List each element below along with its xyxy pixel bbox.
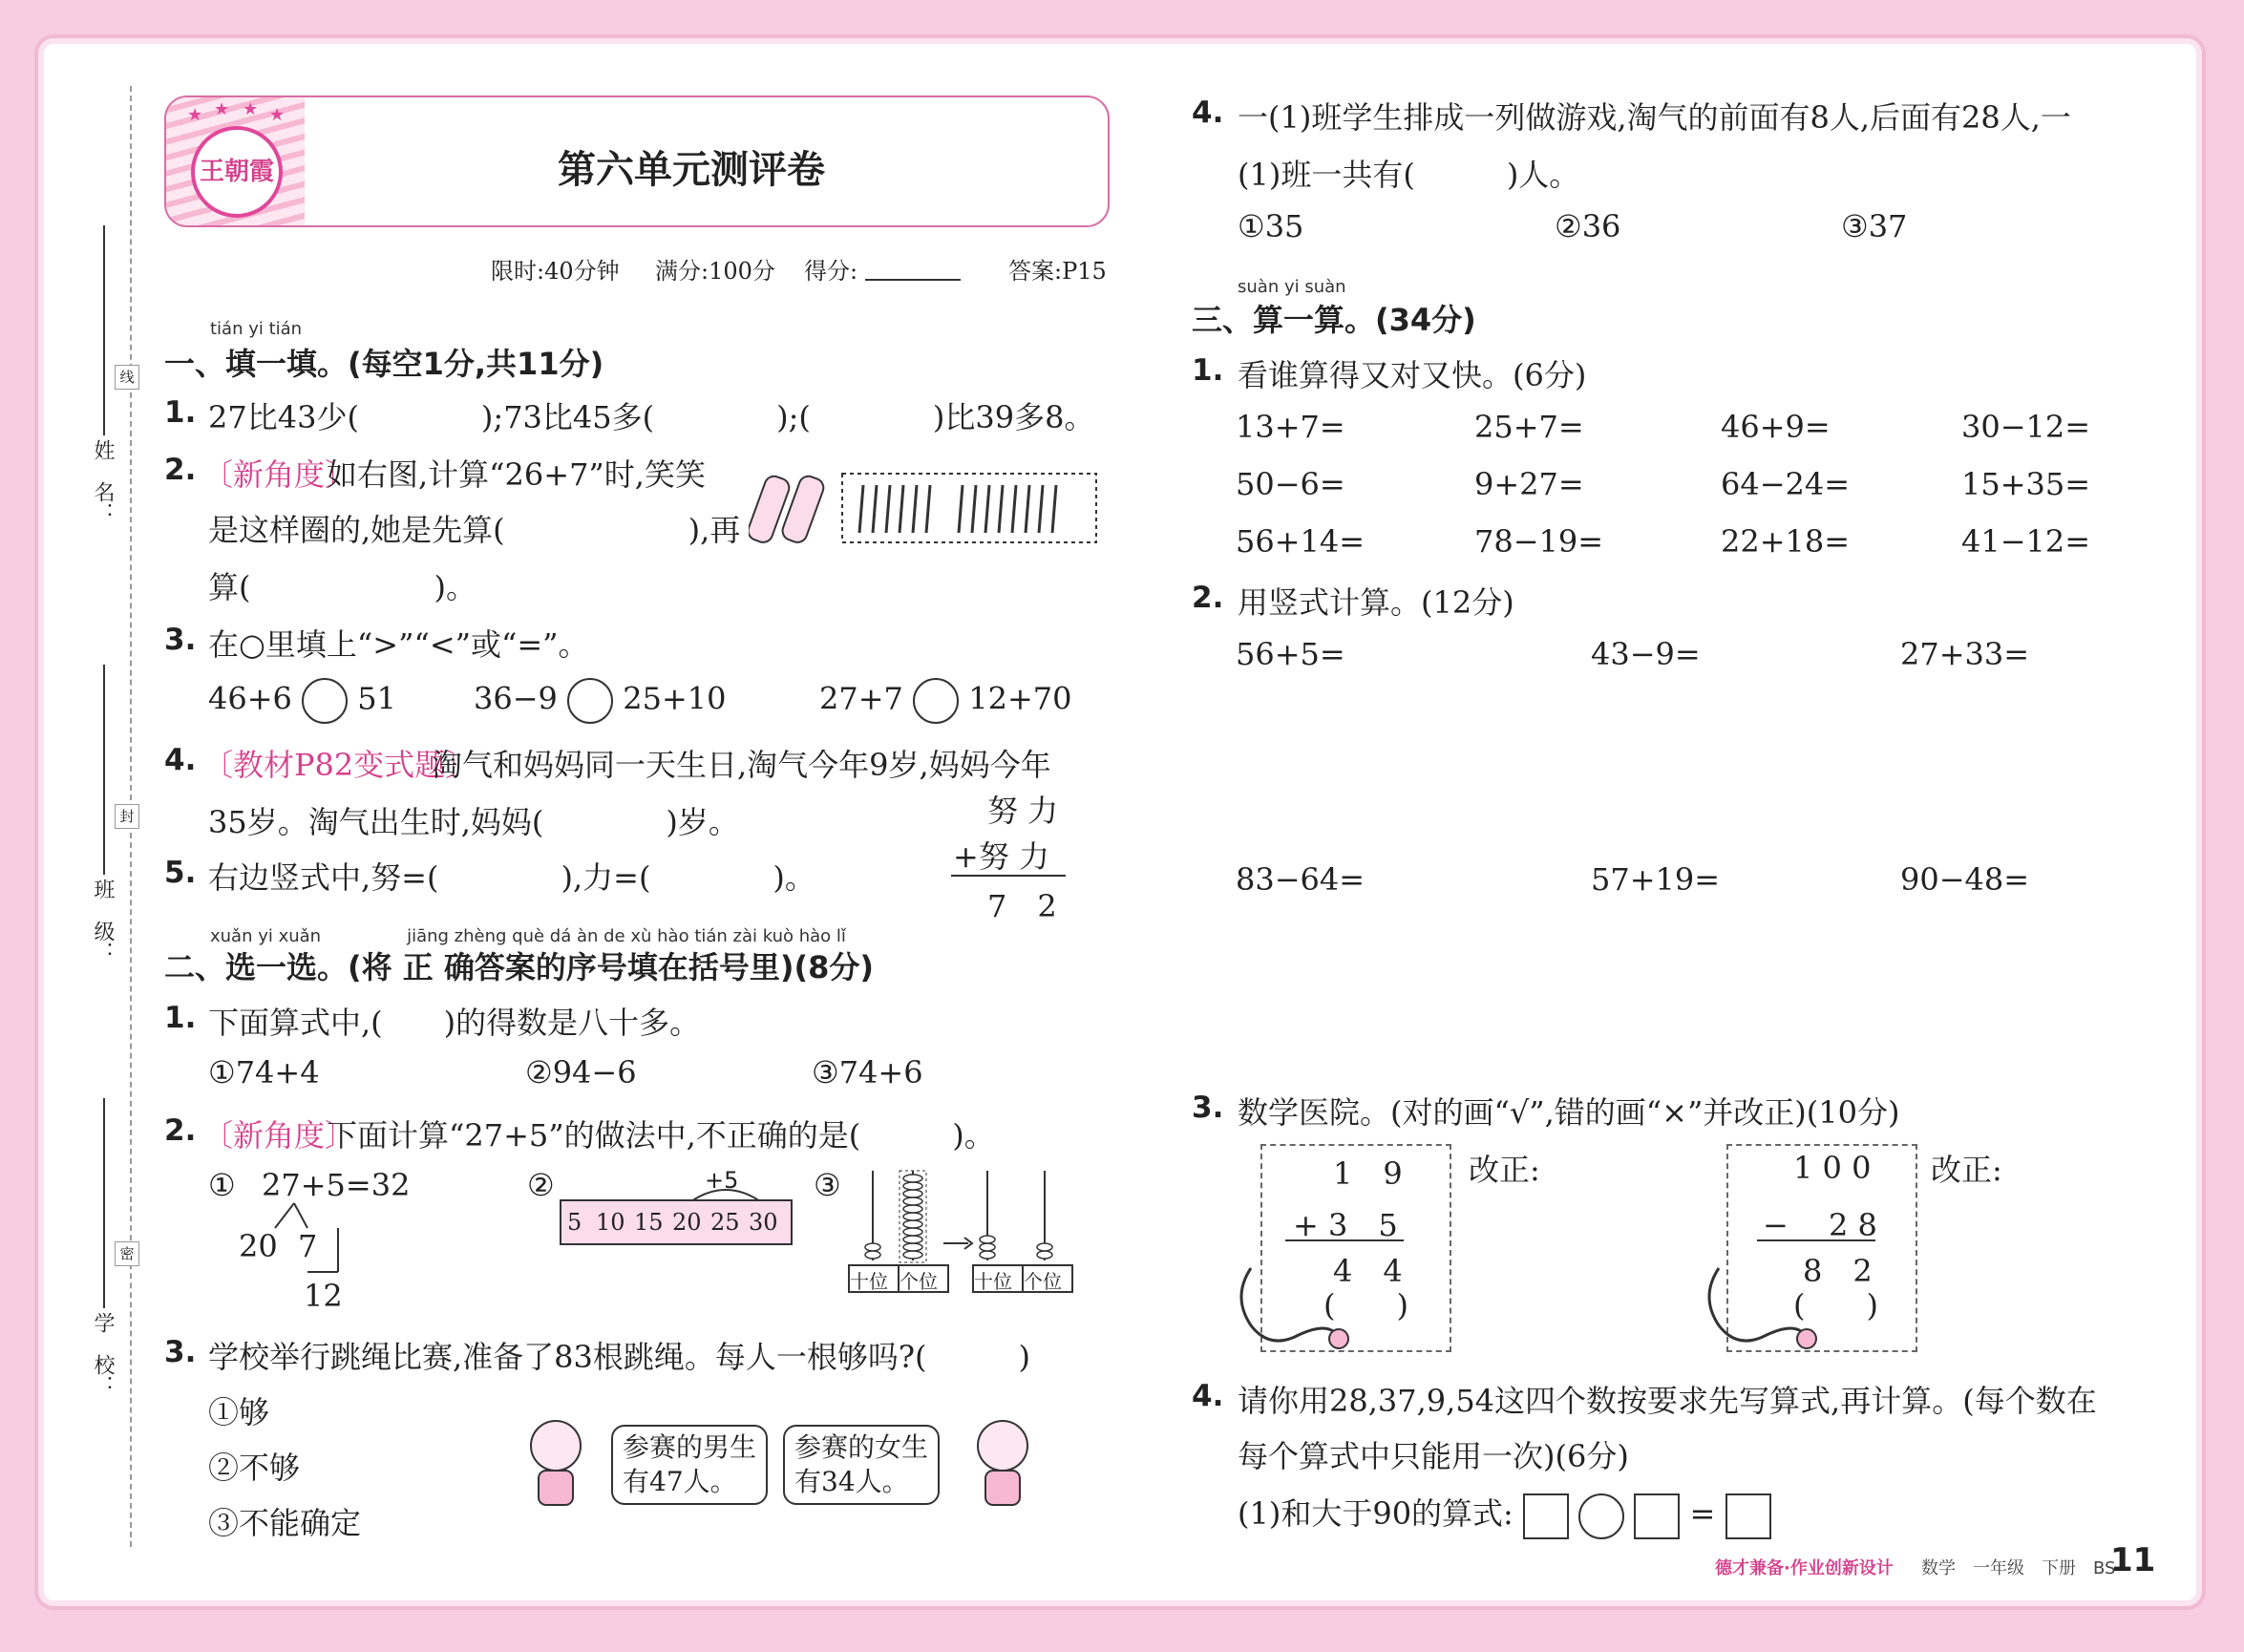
s1-q4-line1: 淘气和妈妈同一天生日,淘气今年9岁,妈妈今年 bbox=[432, 747, 1051, 783]
abacus-tens-label: 十位 bbox=[848, 1264, 900, 1293]
calc-item[interactable]: 41−12= bbox=[1961, 523, 2091, 560]
vertical-calc-item[interactable]: 56+5= bbox=[1236, 636, 1345, 672]
s1-q4-line2[interactable]: 35岁。淘气出生时,妈妈( )岁。 bbox=[208, 804, 739, 840]
calc-item[interactable]: 78−19= bbox=[1474, 523, 1604, 560]
opt2-marker: ② bbox=[527, 1167, 555, 1203]
s2-q1-opt2: ②94−6 bbox=[525, 1054, 637, 1091]
speech-bubble-boys: 参赛的男生 有47人。 bbox=[611, 1425, 768, 1505]
hospA-res: 4 4 bbox=[1333, 1253, 1403, 1289]
answer-box[interactable] bbox=[1725, 1493, 1771, 1539]
section2-pinyin: xuǎn yi xuǎn jiāng zhèng què dá àn de xù hào tián zài kuò hào lǐ bbox=[210, 926, 846, 946]
calc-item[interactable]: 64−24= bbox=[1721, 466, 1851, 502]
time-limit: 限时:40分钟 bbox=[491, 258, 620, 285]
star-icon: ★ bbox=[243, 99, 259, 119]
calc-item[interactable]: 25+7= bbox=[1474, 409, 1584, 445]
new-angle-tag: 〔新角度〕 bbox=[202, 1117, 356, 1154]
q-number: 4. bbox=[164, 743, 197, 777]
vertical-calc-item[interactable]: 43−9= bbox=[1591, 636, 1701, 672]
calc-item[interactable]: 22+18= bbox=[1721, 523, 1851, 560]
r-q4-line2[interactable]: (1)班一共有( )人。 bbox=[1238, 157, 1580, 193]
name-blank[interactable] bbox=[103, 225, 105, 435]
page-number: 11 bbox=[2110, 1541, 2156, 1579]
c1-text: 看谁算得又对又快。(6分) bbox=[1238, 357, 1587, 393]
vert-row1: 努 力 bbox=[987, 793, 1059, 829]
hospA-check[interactable]: ( ) bbox=[1323, 1287, 1408, 1324]
tick-label: 20 bbox=[672, 1209, 702, 1236]
vert-row3: 7 2 bbox=[987, 888, 1057, 924]
score-label: 得分: bbox=[804, 258, 858, 285]
girl-illustration bbox=[523, 1417, 590, 1513]
calc-item[interactable]: 13+7= bbox=[1236, 409, 1345, 445]
r-q4-opt1: ①35 bbox=[1238, 208, 1304, 244]
vertical-calc-item[interactable]: 27+33= bbox=[1900, 636, 2030, 672]
hospB-fix[interactable]: 改正: bbox=[1931, 1152, 2002, 1188]
hospB-top: 1 0 0 bbox=[1793, 1150, 1872, 1186]
opt1-result: 12 bbox=[304, 1278, 343, 1314]
vertical-calc-item[interactable]: 90−48= bbox=[1900, 861, 2030, 898]
q-number: 3. bbox=[1192, 1091, 1224, 1125]
s2-q3-text[interactable]: 学校举行跳绳比赛,准备了83根跳绳。每人一根够吗?( ) bbox=[208, 1339, 1031, 1375]
series-name: 德才兼备·作业创新设计 bbox=[1715, 1558, 1894, 1578]
tick-label: 5 bbox=[567, 1209, 582, 1236]
calc-item[interactable]: 56+14= bbox=[1236, 523, 1365, 560]
c4-line2: 每个算式中只能用一次)(6分) bbox=[1238, 1438, 1629, 1474]
q-number: 4. bbox=[1192, 95, 1224, 130]
abacus-ones-label: 个位 bbox=[898, 1264, 949, 1293]
s2-q2-text[interactable]: 下面计算“27+5”的做法中,不正确的是( )。 bbox=[327, 1117, 995, 1154]
opt1-split-left: 20 bbox=[239, 1228, 278, 1264]
speech-bubble-girls: 参赛的女生 有34人。 bbox=[783, 1425, 940, 1505]
name-label: 姓 名： bbox=[91, 439, 115, 523]
class-label: 班 级： bbox=[91, 879, 115, 963]
opt3-marker: ③ bbox=[814, 1167, 841, 1203]
section2-title: 二、选一选。(将 正 确答案的序号填在括号里)(8分) bbox=[164, 949, 875, 985]
compare-item-1: 46+6 51 bbox=[208, 678, 396, 724]
s1-q2-line2[interactable]: 是这样圈的,她是先算( ),再 bbox=[208, 512, 741, 548]
hospB-line bbox=[1757, 1239, 1875, 1241]
hospA-mid: + 3 5 bbox=[1293, 1207, 1398, 1243]
q-number: 2. bbox=[164, 453, 197, 487]
vert-row2: +努 力 bbox=[953, 838, 1049, 875]
q-number: 3. bbox=[164, 1335, 197, 1369]
logo-area bbox=[166, 97, 305, 225]
answer-ref: 答案:P15 bbox=[1008, 258, 1107, 285]
q-number: 3. bbox=[164, 623, 197, 657]
s2-q3-opt3: ③不能确定 bbox=[208, 1505, 362, 1541]
margin-tag-seal: 封 bbox=[115, 804, 139, 829]
tick-label: 25 bbox=[710, 1209, 740, 1236]
tick-label: 15 bbox=[634, 1209, 664, 1236]
subject-grade: 数学 一年级 下册 BS bbox=[1921, 1558, 2116, 1578]
school-blank[interactable] bbox=[103, 1098, 105, 1308]
counting-sticks-figure bbox=[749, 466, 1102, 552]
s2-q3-opt2: ②不够 bbox=[208, 1450, 301, 1486]
compare-circle-3[interactable] bbox=[913, 678, 959, 724]
opt1-split-right: 7 bbox=[298, 1228, 318, 1264]
class-blank[interactable] bbox=[103, 665, 105, 875]
new-angle-tag: 〔新角度〕 bbox=[202, 456, 356, 493]
s1-q2-line3[interactable]: 算( )。 bbox=[208, 569, 476, 605]
opt1-marker: ① bbox=[208, 1167, 236, 1203]
compare-item-3: 27+7 12+70 bbox=[819, 678, 1071, 724]
boy-illustration bbox=[970, 1417, 1037, 1513]
number-line-ruler bbox=[560, 1199, 793, 1245]
opt2-jump: +5 bbox=[705, 1167, 739, 1194]
q-number: 4. bbox=[1192, 1379, 1224, 1413]
abacus-ones-label: 个位 bbox=[1022, 1264, 1073, 1293]
s1-q3-text: 在○里填上“>”“<”或“=”。 bbox=[208, 626, 589, 663]
hospA-top: 1 9 bbox=[1333, 1155, 1403, 1192]
opt1-expr: 27+5=32 bbox=[262, 1167, 411, 1203]
section3-pinyin: suàn yi suàn bbox=[1238, 277, 1346, 297]
c4-sub-task: (1)和大于90的算式: = bbox=[1238, 1490, 1771, 1539]
margin-tag-line: 线 bbox=[115, 365, 139, 390]
q-number: 1. bbox=[164, 1001, 197, 1035]
stethoscope-icon bbox=[1232, 1259, 1356, 1354]
star-icon: ★ bbox=[187, 105, 203, 125]
title-banner bbox=[164, 95, 1110, 227]
c4-line1: 请你用28,37,9,54这四个数按要求先写算式,再计算。(每个数在 bbox=[1238, 1383, 2097, 1419]
calc-item[interactable]: 9+27= bbox=[1474, 466, 1584, 502]
answer-box[interactable] bbox=[1634, 1493, 1680, 1539]
compare-circle-2[interactable] bbox=[567, 678, 613, 724]
hospA-fix[interactable]: 改正: bbox=[1469, 1152, 1540, 1188]
q-number: 2. bbox=[164, 1113, 197, 1148]
q-number: 5. bbox=[164, 856, 197, 890]
star-icon: ★ bbox=[214, 99, 230, 119]
abacus-tens-label: 十位 bbox=[972, 1264, 1024, 1293]
operator-circle[interactable] bbox=[1578, 1493, 1624, 1539]
margin-tag-secret: 密 bbox=[115, 1241, 139, 1266]
s2-q1-opt3: ③74+6 bbox=[812, 1054, 923, 1091]
r-q4-opt3: ③37 bbox=[1841, 208, 1908, 244]
score-blank[interactable] bbox=[865, 279, 961, 281]
page-title: 第六单元测评卷 bbox=[558, 148, 825, 192]
hospB-res: 8 2 bbox=[1803, 1253, 1873, 1289]
vert-line bbox=[951, 875, 1066, 877]
section1-pinyin: tián yi tián bbox=[210, 319, 303, 339]
vertical-calc-item[interactable]: 57+19= bbox=[1591, 861, 1721, 898]
vertical-calc-item[interactable]: 83−64= bbox=[1236, 861, 1365, 898]
hospA-line bbox=[1285, 1239, 1404, 1241]
calc-item[interactable]: 15+35= bbox=[1961, 466, 2091, 502]
s1-q5-text[interactable]: 右边竖式中,努=( ),力=( )。 bbox=[208, 859, 815, 896]
star-icon: ★ bbox=[269, 105, 286, 125]
s2-q1-text[interactable]: 下面算式中,( )的得数是八十多。 bbox=[208, 1005, 701, 1041]
s1-q1-text[interactable]: 27比43少( );73比45多( );( )比39多8。 bbox=[208, 399, 1095, 435]
r-q4-opt2: ②36 bbox=[1555, 208, 1621, 244]
calc-item[interactable]: 46+9= bbox=[1721, 409, 1831, 445]
stethoscope-icon bbox=[1700, 1259, 1824, 1354]
s2-q1-opt1: ①74+4 bbox=[208, 1054, 320, 1091]
abacus-figure bbox=[844, 1165, 1111, 1270]
q-number: 2. bbox=[1192, 581, 1224, 615]
r-q4-line1: 一(1)班学生排成一列做游戏,淘气的前面有8人,后面有28人,一 bbox=[1238, 99, 2071, 136]
textbook-tag: 〔教材P82变式题〕 bbox=[202, 747, 476, 783]
school-label: 学 校： bbox=[91, 1312, 115, 1396]
hospB-check[interactable]: ( ) bbox=[1793, 1287, 1878, 1324]
tick-label: 30 bbox=[749, 1209, 778, 1236]
compare-circle-1[interactable] bbox=[302, 678, 348, 724]
full-score: 满分:100分 bbox=[655, 258, 775, 285]
q-number: 1. bbox=[164, 395, 197, 430]
calc-item[interactable]: 30−12= bbox=[1961, 409, 2091, 445]
answer-box[interactable] bbox=[1523, 1493, 1569, 1539]
calc-item[interactable]: 50−6= bbox=[1236, 466, 1345, 502]
tick-label: 10 bbox=[596, 1209, 625, 1236]
compare-item-2: 36−9 25+10 bbox=[474, 678, 726, 724]
s1-q2-line1: 如右图,计算“26+7”时,笑笑 bbox=[327, 456, 706, 493]
section3-title: 三、算一算。(34分) bbox=[1192, 302, 1476, 338]
q-number: 1. bbox=[1192, 353, 1224, 388]
hospB-mid: − 2 8 bbox=[1763, 1207, 1877, 1243]
section1-title: 一、填一填。(每空1分,共11分) bbox=[164, 346, 604, 382]
c3-text: 数学医院。(对的画“√”,错的画“×”并改正)(10分) bbox=[1238, 1094, 1900, 1131]
s2-q3-opt1: ①够 bbox=[208, 1394, 270, 1430]
brand-logo: 王朝霞 bbox=[191, 126, 283, 218]
c2-text: 用竖式计算。(12分) bbox=[1238, 584, 1514, 621]
